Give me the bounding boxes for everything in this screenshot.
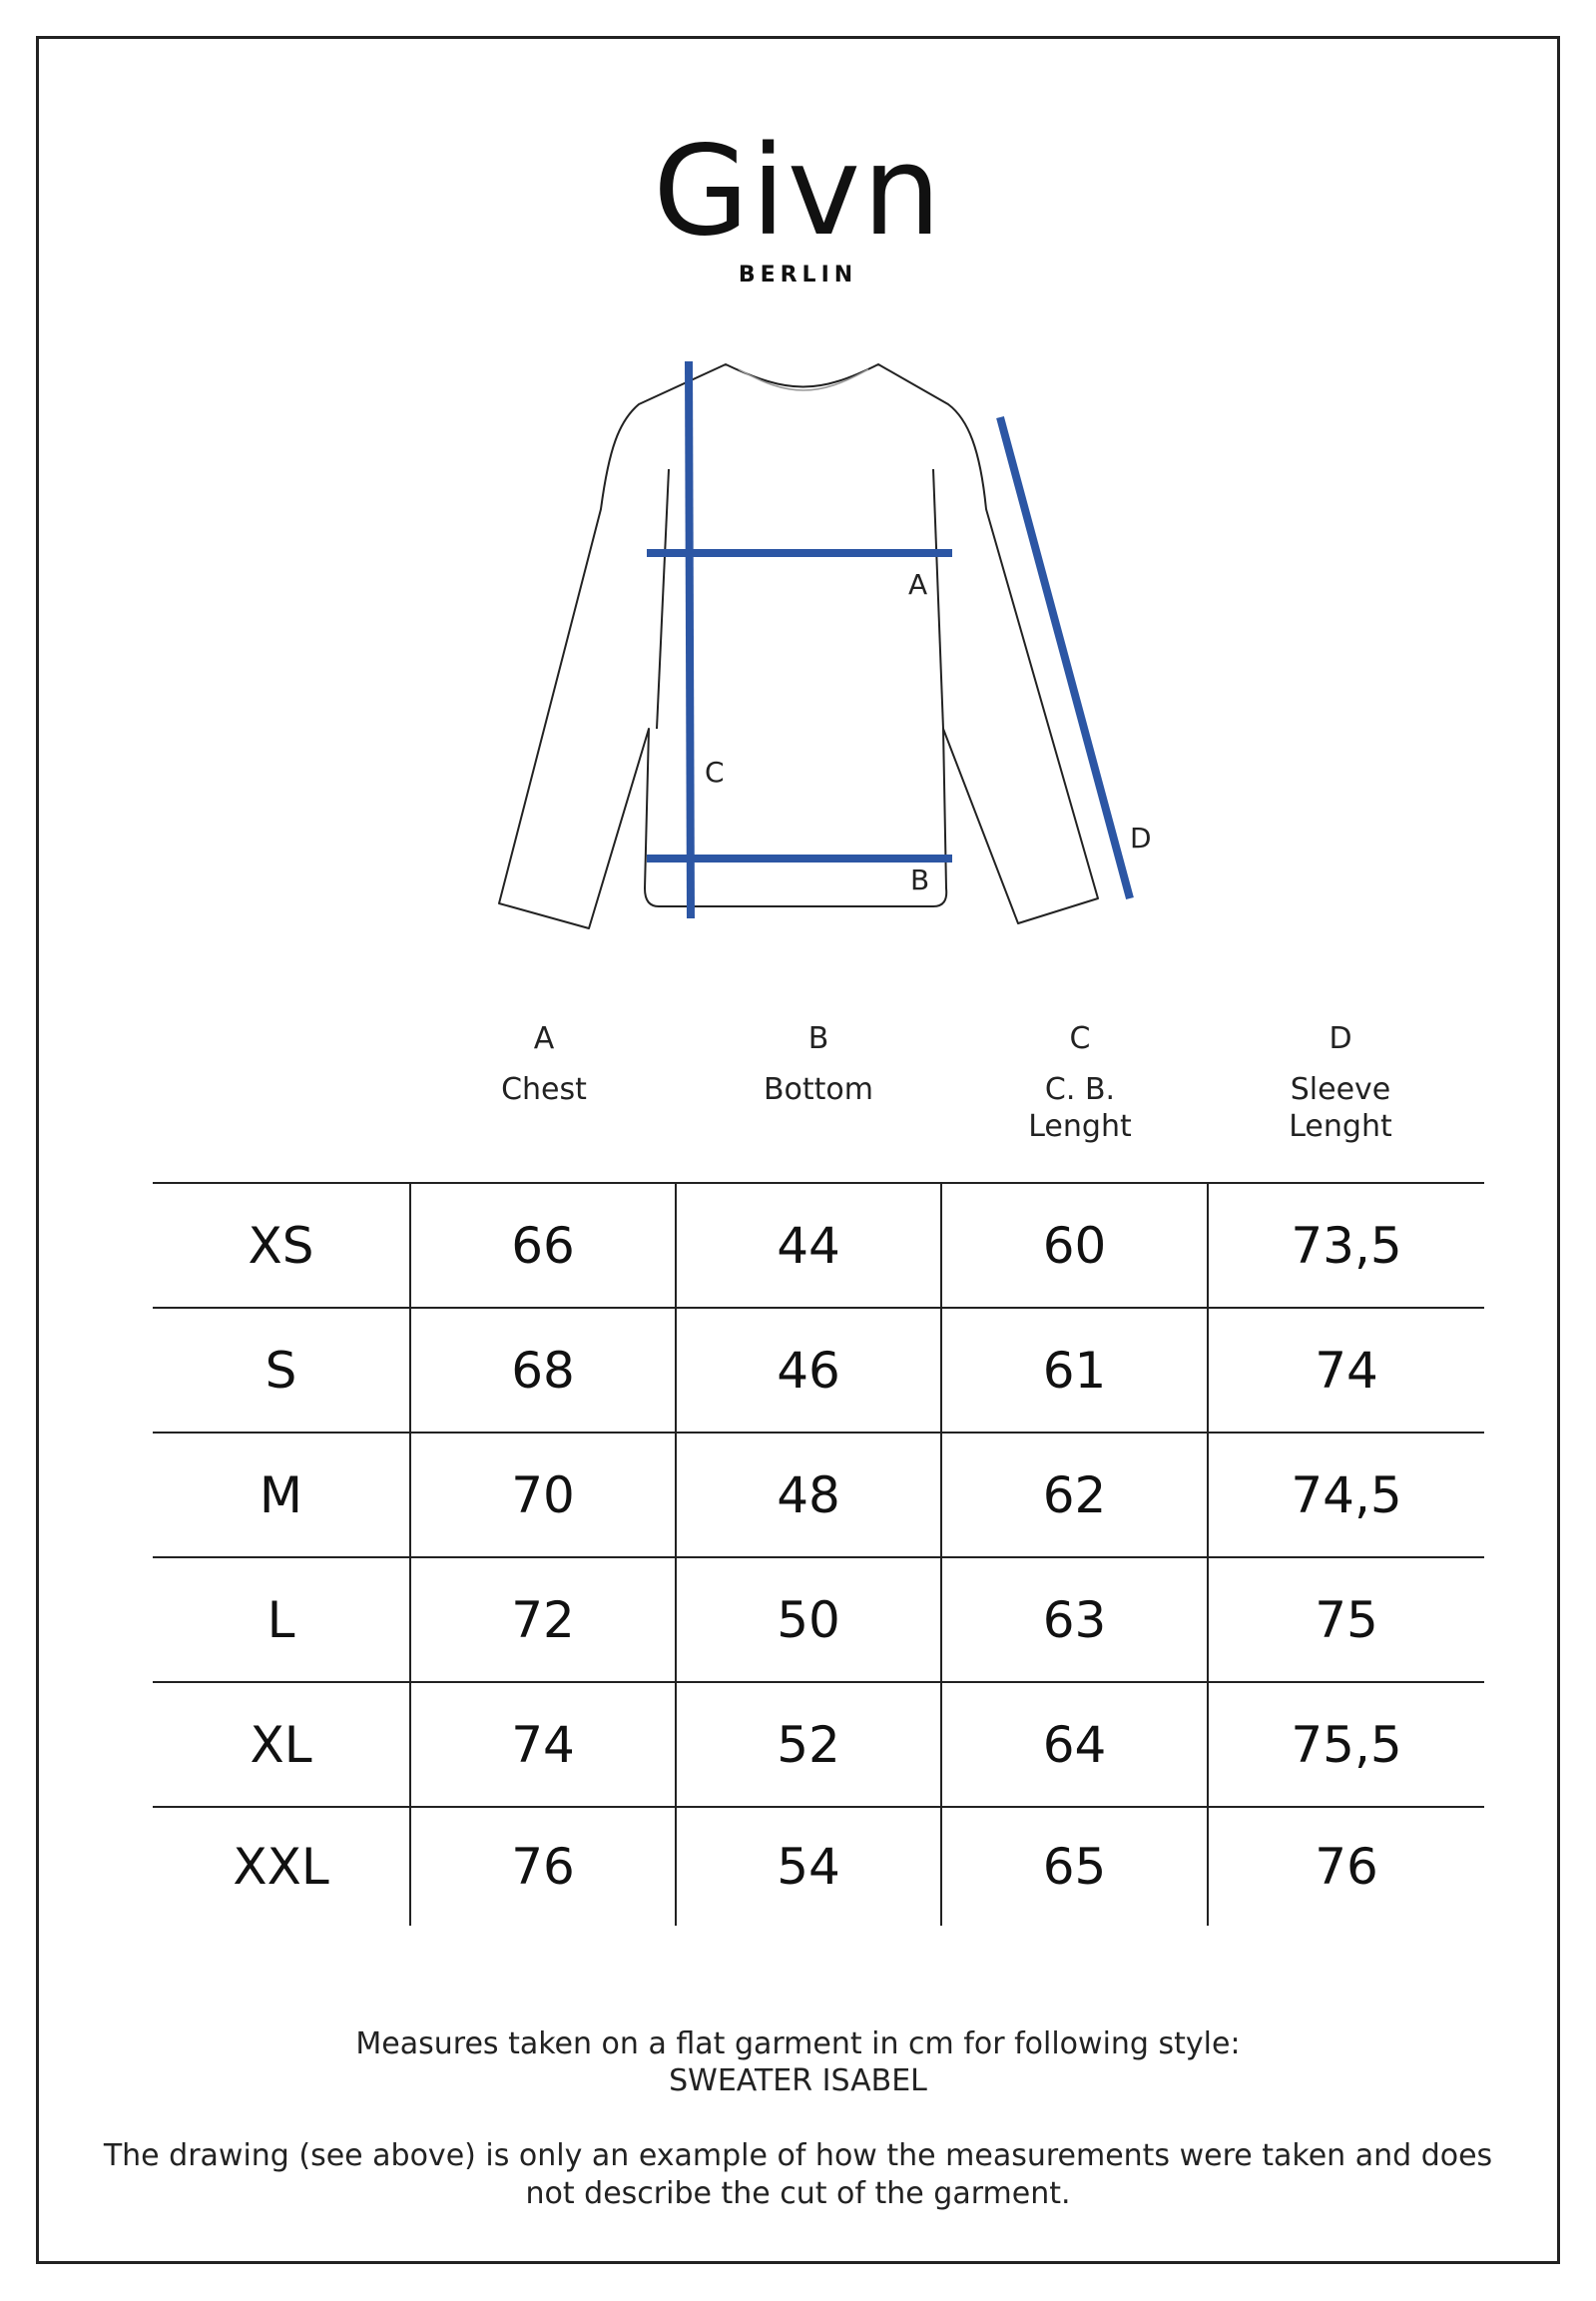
measure-d-line [1000, 417, 1130, 898]
column-d-letter: D [1329, 1021, 1352, 1056]
disclaimer-line-2: not describe the cut of the garment. [525, 2176, 1071, 2211]
size-label: S [153, 1308, 410, 1433]
table-row [153, 1557, 1484, 1682]
column-a-letter: A [533, 1021, 555, 1056]
style-name: SWEATER ISABEL [669, 2063, 927, 2098]
cb-length-value: 62 [941, 1433, 1208, 1557]
size-table [153, 1182, 1484, 1926]
size-label: M [153, 1433, 410, 1557]
size-label: XL [153, 1682, 410, 1807]
chest-value: 72 [410, 1557, 676, 1682]
cb-length-value: 60 [941, 1183, 1208, 1308]
brand-logo: Givn [653, 120, 943, 264]
measure-c-line [689, 361, 691, 918]
table-row [153, 1807, 1484, 1926]
table-row [153, 1682, 1484, 1807]
chest-value: 76 [410, 1807, 676, 1926]
cb-length-value: 65 [941, 1807, 1208, 1926]
column-c-letter: C [1069, 1021, 1091, 1056]
bottom-value: 52 [676, 1682, 941, 1807]
sweater-drawing [479, 349, 1158, 948]
column-c-name: C. B. Lenght [1028, 1072, 1132, 1144]
measure-a-label: A [908, 568, 928, 601]
measure-d-label: D [1130, 822, 1152, 855]
sleeve-length-value: 76 [1208, 1807, 1484, 1926]
measure-note: Measures taken on a flat garment in cm for following style: [355, 2026, 1241, 2061]
chest-value: 74 [410, 1682, 676, 1807]
column-b-letter: B [807, 1021, 829, 1056]
cb-length-value: 61 [941, 1308, 1208, 1433]
cb-length-value: 63 [941, 1557, 1208, 1682]
size-label: XXL [153, 1807, 410, 1926]
measure-b-label: B [910, 863, 930, 896]
measure-c-label: C [705, 756, 725, 789]
bottom-value: 54 [676, 1807, 941, 1926]
column-d-name: Sleeve Lenght [1289, 1072, 1392, 1144]
bottom-value: 44 [676, 1183, 941, 1308]
right-armhole-seam [933, 469, 943, 729]
chest-value: 68 [410, 1308, 676, 1433]
sleeve-length-value: 74,5 [1208, 1433, 1484, 1557]
size-label: XS [153, 1183, 410, 1308]
sleeve-length-value: 75 [1208, 1557, 1484, 1682]
disclaimer-line-1: The drawing (see above) is only an example of how the measurements were taken and does [103, 2138, 1493, 2173]
cb-length-value: 64 [941, 1682, 1208, 1807]
sleeve-length-value: 74 [1208, 1308, 1484, 1433]
table-row [153, 1183, 1484, 1308]
bottom-value: 46 [676, 1308, 941, 1433]
table-row [153, 1433, 1484, 1557]
table-row [153, 1308, 1484, 1433]
sleeve-length-value: 73,5 [1208, 1183, 1484, 1308]
column-b-name: Bottom [763, 1072, 874, 1107]
column-a-name: Chest [501, 1072, 587, 1107]
left-armhole-seam [657, 469, 669, 729]
chest-value: 70 [410, 1433, 676, 1557]
size-label: L [153, 1557, 410, 1682]
bottom-value: 48 [676, 1433, 941, 1557]
bottom-value: 50 [676, 1557, 941, 1682]
brand-city: BERLIN [738, 263, 858, 288]
chest-value: 66 [410, 1183, 676, 1308]
sleeve-length-value: 75,5 [1208, 1682, 1484, 1807]
